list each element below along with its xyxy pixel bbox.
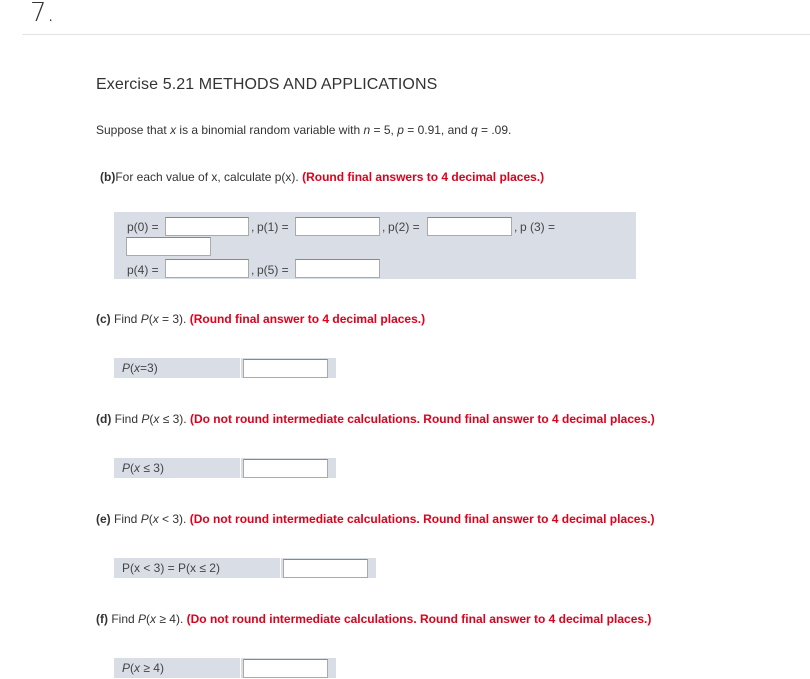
part-d-field-label	[122, 461, 164, 475]
exercise-title: Exercise 5.21 METHODS AND APPLICATIONS	[96, 76, 438, 93]
comma: ,	[251, 263, 255, 277]
part-c-prompt	[96, 312, 425, 326]
part-text: (	[146, 612, 151, 626]
rounding-instruction: (Round final answer to 4 decimal places.)	[189, 312, 426, 326]
part-text: (	[148, 312, 153, 326]
var-x: x	[134, 661, 141, 675]
rounding-instruction: (Do not round intermediate calculations. Round final answer to 4 decimal places.)	[189, 512, 655, 526]
var-P: P	[141, 412, 150, 426]
problem-statement	[96, 123, 511, 137]
var-p: p	[397, 123, 404, 137]
part-d-answer-row	[114, 458, 336, 478]
part-d-prompt	[96, 412, 655, 426]
p1-label: p(1) =	[257, 220, 289, 234]
var-P: P	[122, 361, 131, 375]
p0-input[interactable]	[165, 217, 249, 236]
part-e-answer-row	[114, 558, 376, 578]
p5-label: p(5) =	[257, 263, 289, 277]
var-P: P	[122, 461, 131, 475]
part-d-input[interactable]	[243, 459, 328, 478]
var-P: P	[140, 512, 149, 526]
cell-separator	[280, 558, 281, 578]
cell-separator	[240, 358, 241, 378]
var-P: P	[122, 661, 131, 675]
intro-text: = 0.91, and	[403, 123, 471, 137]
var-x: x	[150, 612, 157, 626]
var-x: x	[134, 461, 141, 475]
intro-text: Suppose that	[96, 123, 171, 137]
p2-input[interactable]	[427, 217, 512, 236]
part-c-answer-row	[114, 358, 336, 378]
part-text: Find	[111, 412, 142, 426]
question-number: 7.	[30, 0, 55, 28]
part-e-field-label: P(x < 3) = P(x ≤ 2)	[122, 561, 220, 575]
part-text: ≤ 3).	[159, 412, 190, 426]
part-c-field-label	[122, 361, 158, 375]
part-text: (	[149, 412, 154, 426]
part-f-input[interactable]	[243, 659, 328, 678]
part-label: (f)	[96, 612, 108, 626]
var-n: n	[363, 123, 371, 137]
var-q: q	[470, 123, 478, 137]
label-text: ≤ 3)	[140, 461, 164, 475]
var-P: P	[140, 312, 149, 326]
var-P: P	[138, 612, 147, 626]
p2-label: p(2) =	[388, 220, 420, 234]
part-c-input[interactable]	[243, 359, 328, 378]
part-b-answer-grid	[114, 212, 636, 279]
part-e-input[interactable]	[283, 559, 368, 578]
part-f-field-label	[122, 661, 164, 675]
cell-separator	[240, 458, 241, 478]
part-text: (	[148, 512, 153, 526]
part-text: < 3).	[158, 512, 190, 526]
comma: ,	[382, 220, 386, 234]
divider	[22, 34, 810, 35]
label-text: =3)	[140, 361, 158, 375]
intro-text: = 5,	[370, 123, 398, 137]
rounding-instruction: (Do not round intermediate calculations. Round final answer to 4 decimal places.)	[189, 412, 655, 426]
part-text: Find	[110, 512, 141, 526]
intro-text: = .09.	[477, 123, 512, 137]
part-text: Find	[108, 612, 139, 626]
label-text: (	[130, 361, 135, 375]
label-text: ≥ 4)	[140, 661, 164, 675]
part-text: ≥ 4).	[156, 612, 187, 626]
p0-label: p(0) =	[127, 220, 159, 234]
comma: ,	[514, 220, 518, 234]
part-label: (e)	[96, 512, 111, 526]
part-e-prompt	[96, 512, 654, 526]
var-x: x	[153, 412, 160, 426]
p4-input[interactable]	[165, 259, 249, 278]
cell-separator	[240, 658, 241, 678]
part-text: For each value of x, calculate p(x).	[115, 170, 303, 184]
p4-label: p(4) =	[127, 263, 159, 277]
comma: ,	[251, 220, 255, 234]
rounding-instruction: (Do not round intermediate calculations. Round final answer to 4 decimal places.)	[186, 612, 652, 626]
rounding-instruction: (Round final answers to 4 decimal places.)	[302, 170, 545, 184]
part-text: Find	[110, 312, 141, 326]
intro-text: is a binomial random variable with	[176, 123, 364, 137]
var-x: x	[152, 312, 159, 326]
part-label: (d)	[96, 412, 112, 426]
part-f-prompt	[96, 612, 651, 626]
var-x: x	[170, 123, 177, 137]
p5-input[interactable]	[295, 259, 380, 278]
var-x: x	[134, 361, 141, 375]
var-x: x	[152, 512, 159, 526]
part-f-answer-row	[114, 658, 336, 678]
label-text: (	[130, 661, 135, 675]
part-b-prompt	[100, 170, 544, 184]
part-label: (b)	[100, 170, 116, 184]
p1-input[interactable]	[295, 217, 380, 236]
p3-label: p (3) =	[520, 220, 556, 234]
label-text: (	[130, 461, 135, 475]
part-text: = 3).	[158, 312, 190, 326]
part-label: (c)	[96, 312, 111, 326]
p3-input[interactable]	[126, 237, 211, 256]
